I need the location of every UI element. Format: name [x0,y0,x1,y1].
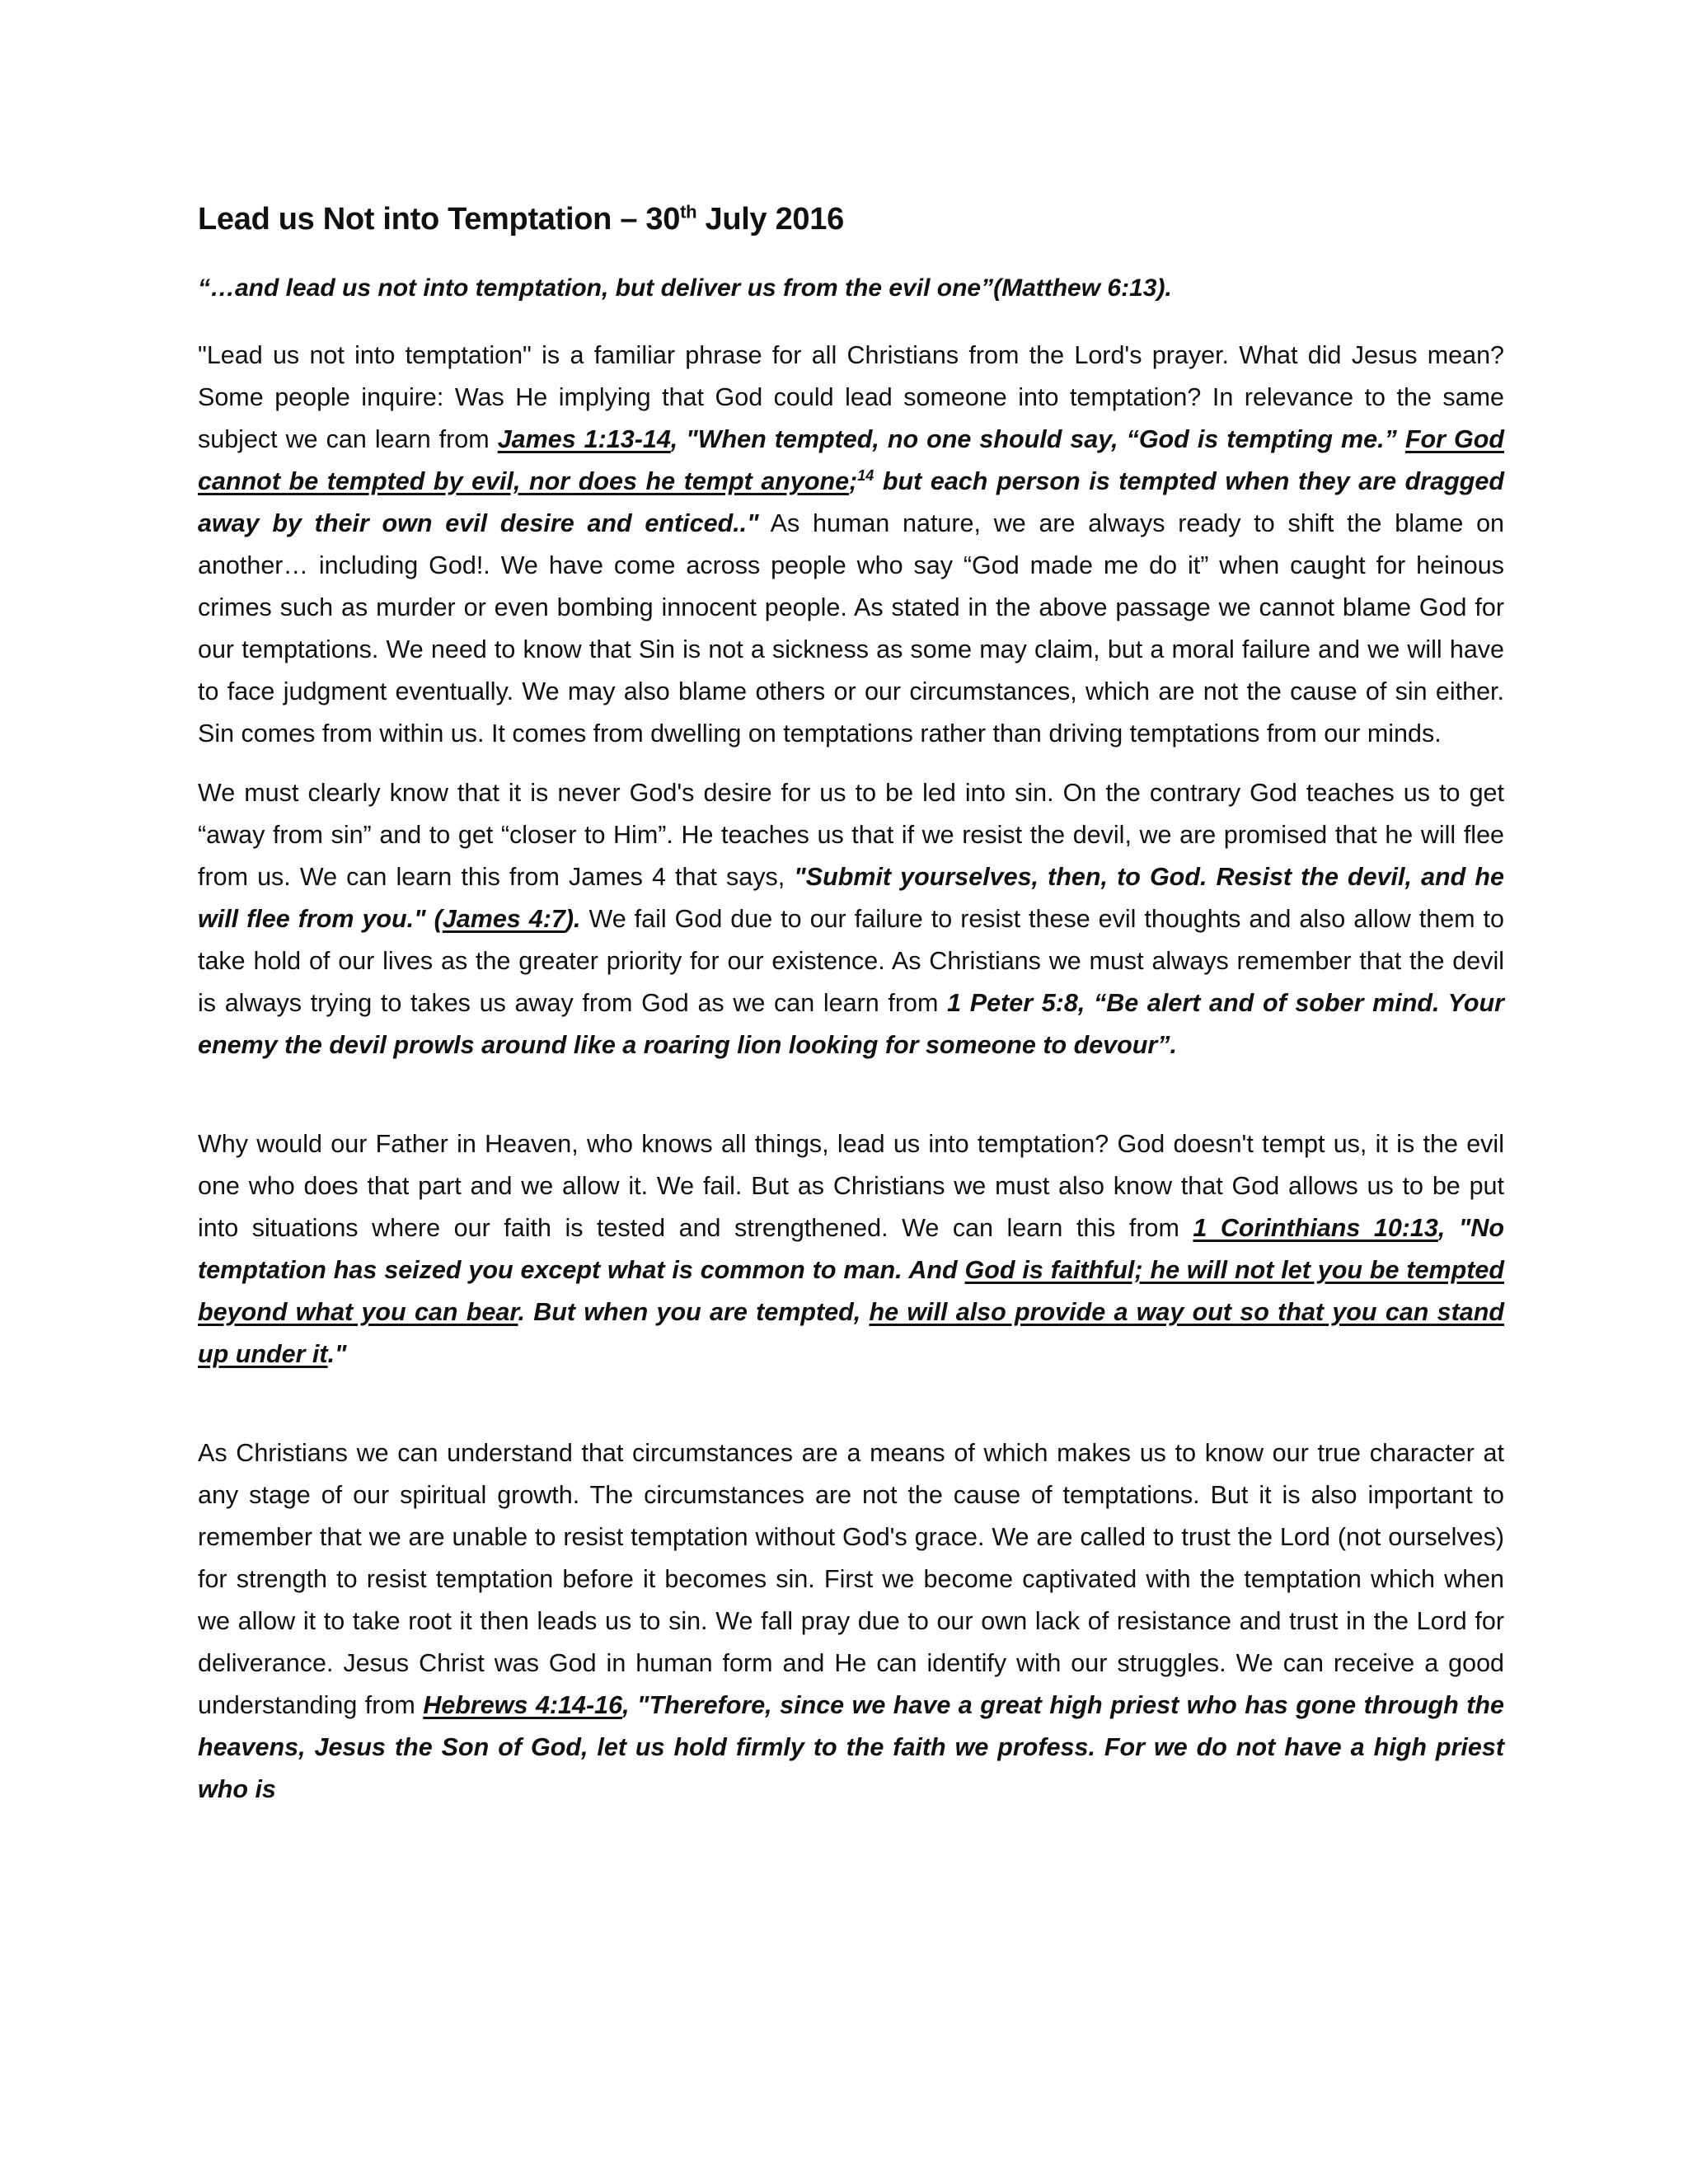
quote-james-4-part-1: "Submit yourselves, then, to God. Resist the devil, and he will flee from you." ( [198,863,1504,933]
quote-corinthians-part-2: . But when you are tempted, [518,1298,870,1326]
paragraph-2-text-b: We fail God due to our failure to resist these evil thoughts and also allow them to take hold of our lives as the greater priority for our existence. As Christians we must always remember that the devil is always trying to takes us away from God as we can learn from [198,905,1504,1017]
scripture-ref-hebrews-4-14: Hebrews 4:14-16 [423,1691,623,1719]
quote-1-peter-5-8: 1 Peter 5:8, “Be alert and of sober mind. Your enemy the devil prowls around like a roaring lion looking for someone to devour”. [198,989,1504,1059]
title-rest: July 2016 [696,202,844,237]
paragraph-3-text: Why would our Father in Heaven, who knows all things, lead us into temptation? God doesn't tempt us, it is the evil one who does that part and we allow it. We fail. But as Christians we must also know that God allows us to be put into situations where our faith is tested and strengthened. We can learn this from [198,1130,1504,1242]
quote-corinthians-underlined-2: he will also provide a way out so that you can stand up under it [198,1298,1504,1368]
verse-number: 14 [857,466,874,484]
paragraph-2 [198,772,1504,1066]
paragraph-2-text-a: We must clearly know that it is never God's desire for us to be led into sin. On the contrary God teaches us to get “away from sin” and to get “closer to Him”. He teaches us that if we resist the devil, we are promised that he will flee from us. We can learn this from James 4 that says, [198,779,1504,891]
quote-james-underlined: For God cannot be tempted by evil, nor does he tempt anyone [198,425,1505,495]
title-ordinal-suffix: th [680,201,697,223]
quote-james-part-2: but each person is tempted when they are dragged away by their own evil desire and enticed.." [198,467,1504,537]
lead-scripture-quote: “…and lead us not into temptation, but deliver us from the evil one”(Matthew 6:13). [198,274,1172,302]
quote-corinthians-end: ." [327,1340,347,1368]
paragraph-4 [198,1432,1504,1811]
quote-hebrews: , "Therefore, since we have a great high priest who has gone through the heavens, Jesus the Son of God, let us hold firmly to the faith we profess. For we do not have a high priest who is [198,1691,1505,1803]
quote-james-part-1: , "When tempted, no one should say, “God is tempting me.” [670,425,1405,453]
scripture-ref-james-4-7: James 4:7 [442,905,565,933]
paragraph-3 [198,1123,1504,1376]
paragraph-1 [198,335,1504,755]
paragraph-4-text: As Christians we can understand that circumstances are a means of which makes us to know our true character at any stage of our spiritual growth. The circumstances are not the cause of temptations. But it is also important to remember that we are unable to resist temptation without God's grace. We are called to trust the Lord (not ourselves) for strength to resist temptation before it becomes sin. First we become captivated with the temptation which when we allow it to take root it then leads us to sin. We fall pray due to our own lack of resistance and trust in the Lord for deliverance. Jesus Christ was God in human form and He can identify with our struggles. We can receive a good understanding from [198,1439,1504,1719]
quote-james-4-part-2: ). [565,905,581,933]
quote-corinthians-underlined-1: God is faithful; he will not let you be tempted beyond what you can bear [198,1256,1504,1326]
scripture-ref-james-1-13: James 1:13-14 [497,425,671,453]
paragraph-1-text-a: "Lead us not into temptation" is a familiar phrase for all Christians from the Lord's prayer. What did Jesus mean? Some people inquire: Was He implying that God could lead someone into temptation? In relevance to the same subject we can learn from [198,341,1504,453]
title-main: Lead us Not into Temptation – 30 [198,202,681,237]
paragraph-1-text-b: As human nature, we are always ready to shift the blame on another… including God!. We have come across people who say “God made me do it” when caught for heinous crimes such as murder or even bombing innocent people. As stated in the above passage we cannot blame God for our temptations. We need to know that Sin is not a sickness as some may claim, but a moral failure and we will have to face judgment eventually. We may also blame others or our circumstances, which are not the cause of sin either. Sin comes from within us. It comes from dwelling on temptations rather than driving temptations from our minds. [198,509,1505,748]
page-title [198,196,1504,242]
quote-james-semicolon: ; [849,467,858,495]
quote-corinthians-part-1: , "No temptation has seized you except what is common to man. And [198,1214,1504,1284]
scripture-ref-1-corinthians-10-13: 1 Corinthians 10:13 [1193,1214,1438,1242]
document-page [198,196,1504,1811]
